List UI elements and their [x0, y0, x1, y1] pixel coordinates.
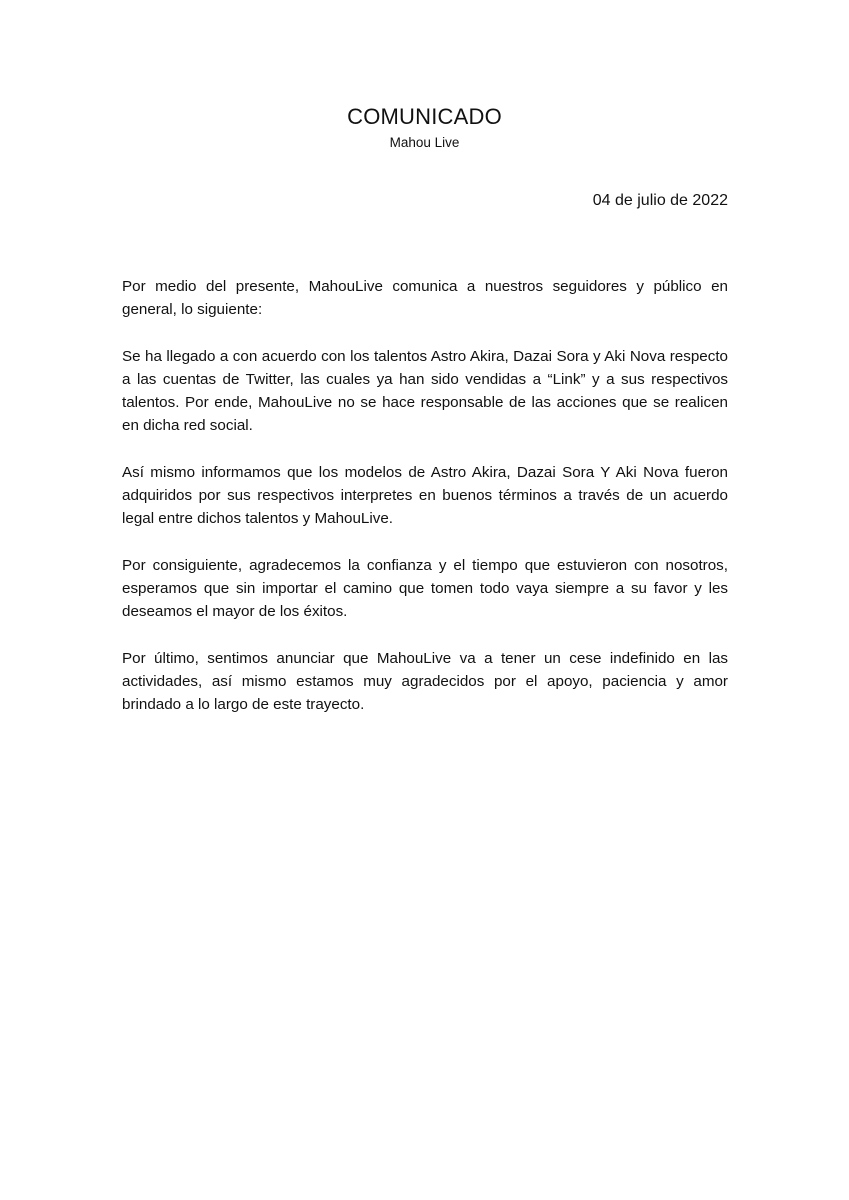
paragraph-intro: Por medio del presente, MahouLive comunica a nuestros seguidores y público en general, lo siguiente: — [122, 278, 728, 318]
document-body — [122, 275, 728, 740]
paragraph-models: Así mismo informamos que los modelos de Astro Akira, Dazai Sora Y Aki Nova fueron adquiridos por sus respectivos interpretes en buenos términos a través de un acuerdo legal entre dichos talentos y MahouLive. — [122, 464, 728, 527]
paragraph-thanks: Por consiguiente, agradecemos la confianza y el tiempo que estuvieron con nosotros, esperamos que sin importar el camino que tomen todo vaya siempre a su favor y les deseamos el mayor de los éxitos. — [122, 557, 728, 620]
paragraph-twitter-accounts: Se ha llegado a con acuerdo con los talentos Astro Akira, Dazai Sora y Aki Nova respecto a las cuentas de Twitter, las cuales ya han sido vendidas a “Link” y a sus respectivos talentos. Por ende, MahouLive no se hace responsable de las acciones que se realicen en dicha red social. — [122, 348, 728, 434]
document-date: 04 de julio de 2022 — [592, 192, 728, 209]
document-title: COMUNICADO — [347, 104, 502, 129]
document-subtitle: Mahou Live — [389, 135, 460, 150]
paragraph-closing: Por último, sentimos anunciar que MahouLive va a tener un cese indefinido en las actividades, así mismo estamos muy agradecidos por el apoyo, paciencia y amor brindado a lo largo de este trayecto. — [122, 650, 728, 713]
